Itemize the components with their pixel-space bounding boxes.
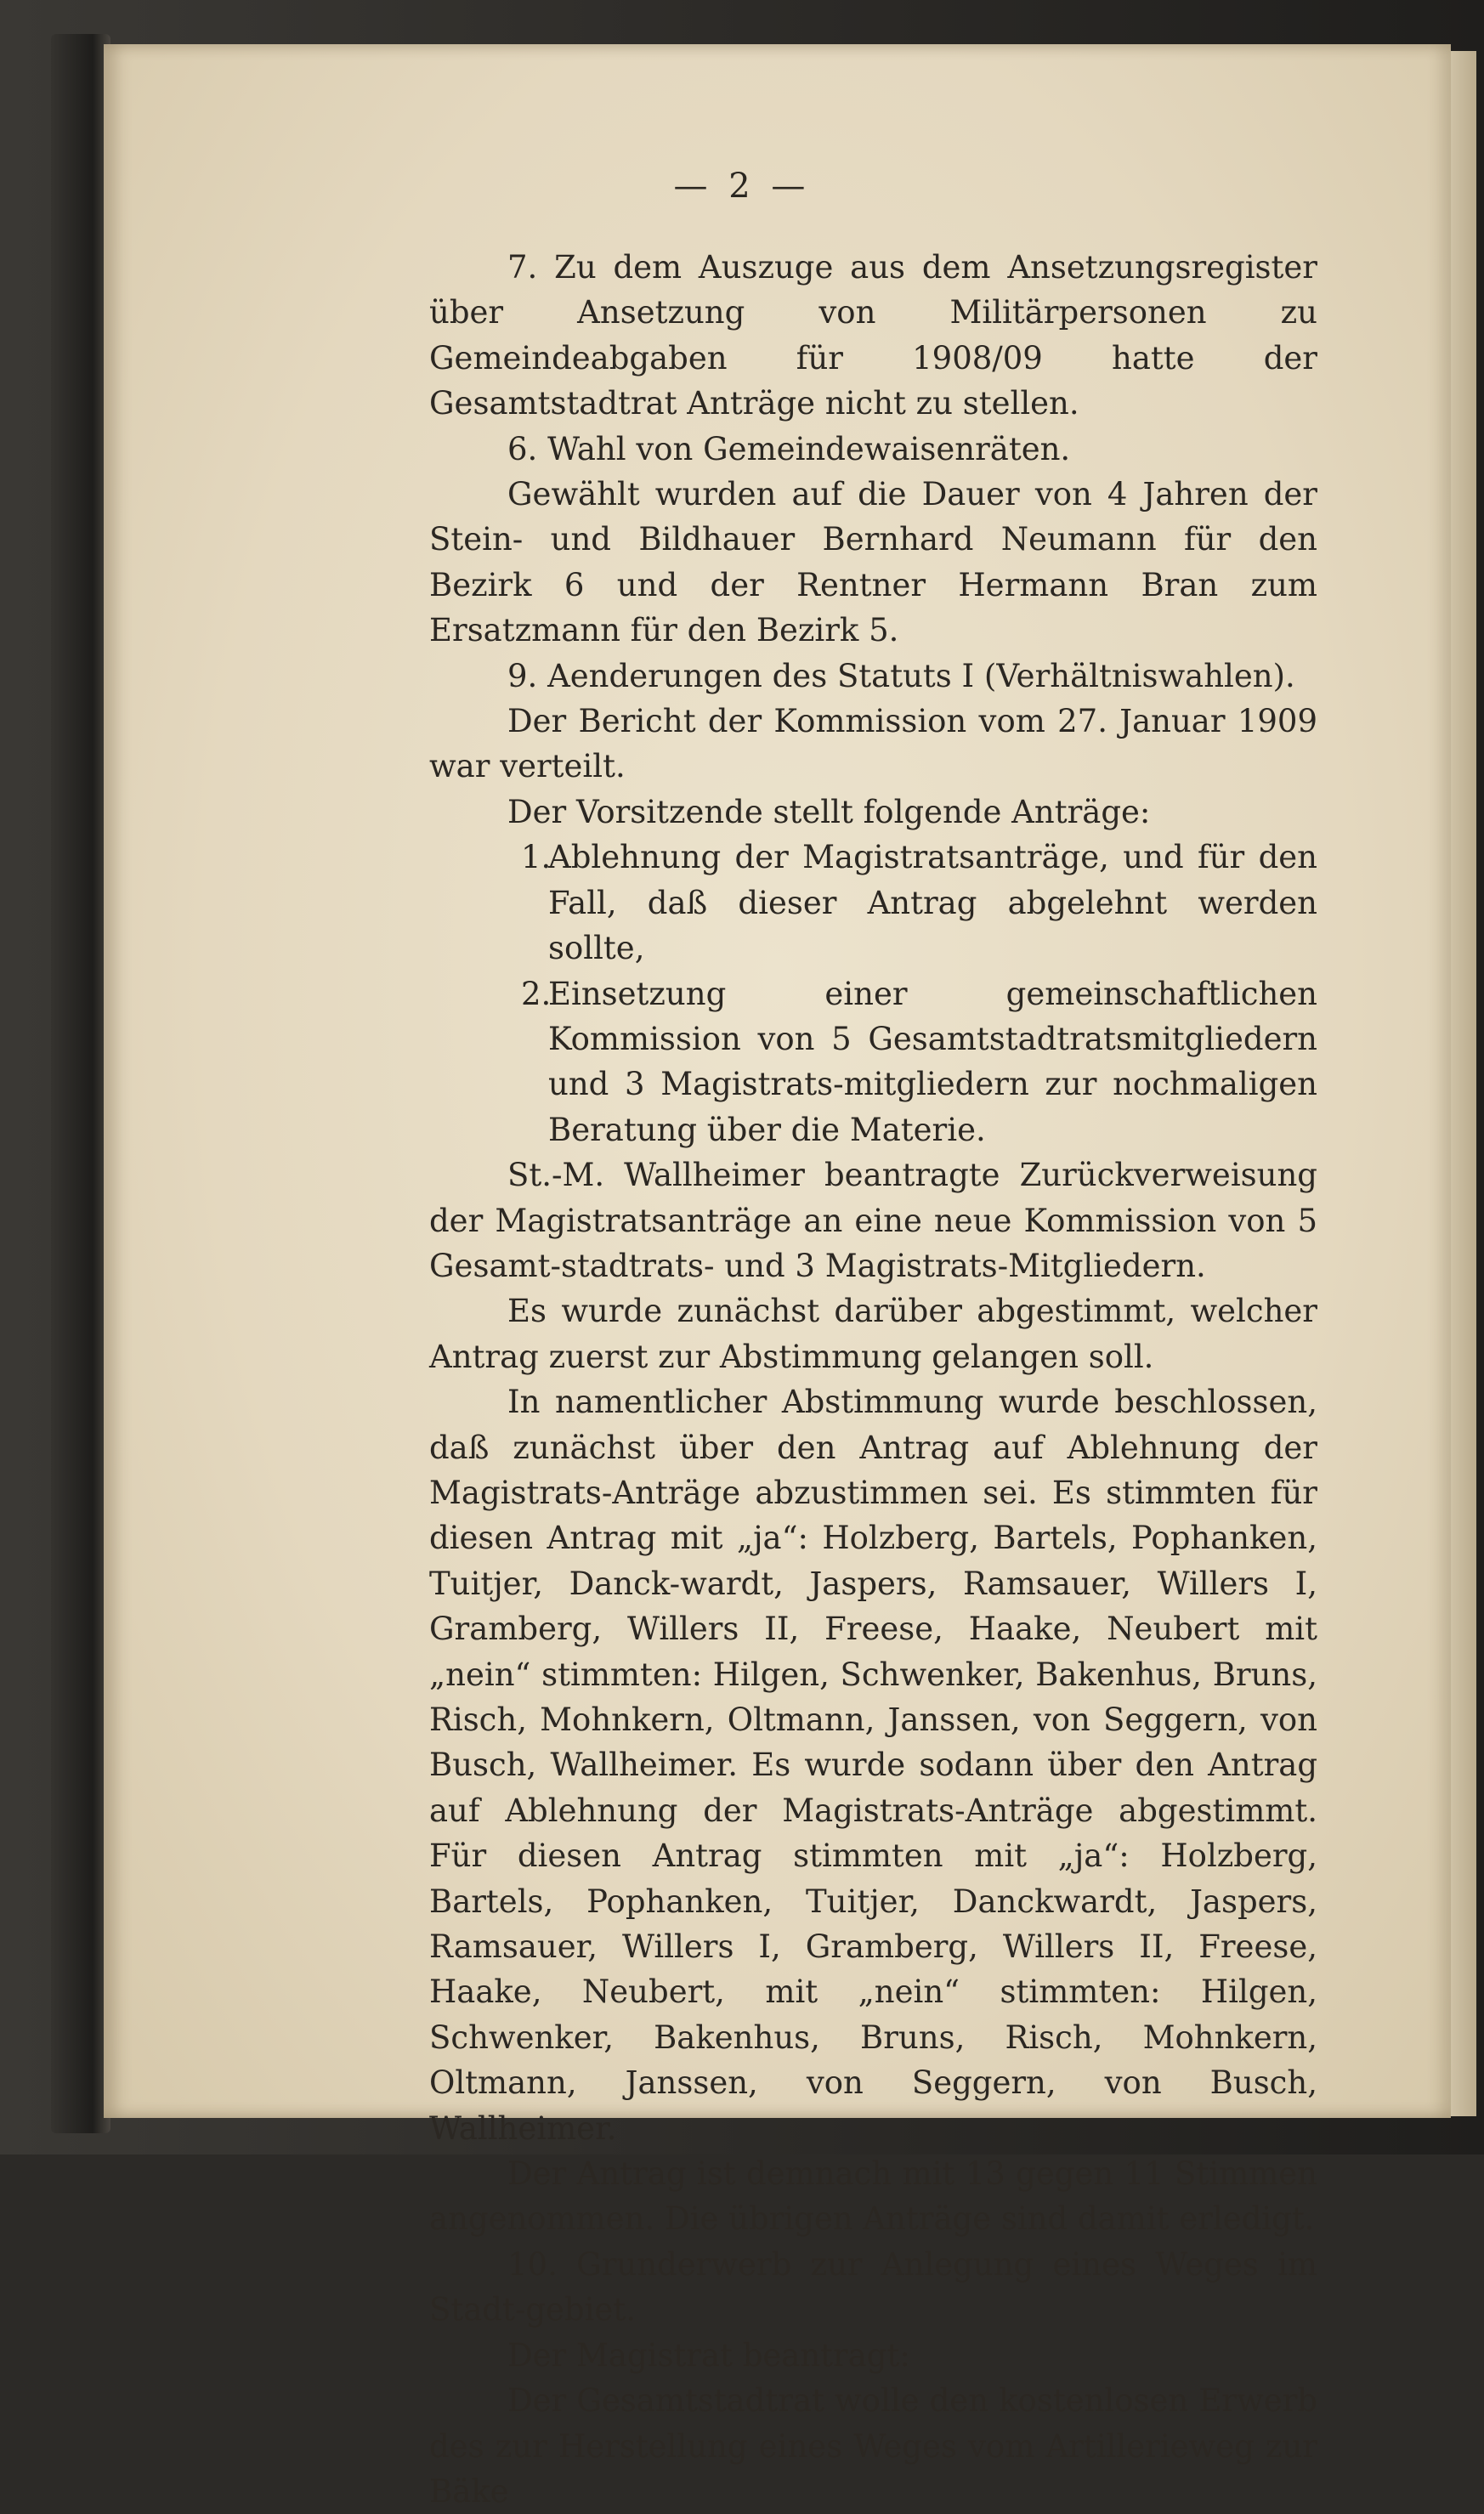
paragraph-report: Der Bericht der Kommission vom 27. Januar 1909 war verteilt. [429, 703, 1317, 785]
heading-item-9: 9. Aenderungen des Statuts I (Verhältniswahlen). [507, 657, 1295, 694]
list-item [429, 835, 1317, 971]
next-page-edge [1451, 51, 1476, 2116]
list-item-text: Einsetzung einer gemeinschaftlichen Kommission von 5 Gesamtstadtratsmitgliedern und 3 Magistrats-mitgliedern zur nochmaligen Beratung über die Materie. [548, 975, 1317, 1148]
paragraph-wallheimer: St.-M. Wallheimer beantragte Zurückverweisung der Magistratsanträge an eine neue Kommission von 5 Gesamt-stadtrats- und 3 Magistrats-Mitgliedern. [429, 1157, 1317, 1284]
paragraph-result: Der Antrag ist demnach mit 13 gegen 11 Stimmen angenommen. Die übrigen Anträge sind damit erledigt. [429, 2155, 1317, 2238]
paragraph-election: Gewählt wurden auf die Dauer von 4 Jahren der Stein- und Bildhauer Bernhard Neumann für den Bezirk 6 und der Rentner Hermann Bran zum Ersatzmann für den Bezirk 5. [429, 476, 1317, 649]
page-body [429, 245, 1317, 2514]
paragraph-motions-intro: Der Vorsitzende stellt folgende Anträge: [507, 793, 1151, 830]
paragraph-land-acquisition: Der Gesamtstadtrat wolle den kostenlosen Erwerb des zur Herstellung eines Weges vom Artillerieweg zur Bäke [429, 2382, 1317, 2510]
heading-item-6: 6. Wahl von Gemeindewaisenräten. [507, 430, 1071, 467]
paragraph-item-7: 7. Zu dem Auszuge aus dem Ansetzungsregister über Ansetzung von Militärpersonen zu Gemeindeabgaben für 1908/09 hatte der Gesamtstadtrat Anträge nicht zu stellen. [429, 249, 1317, 422]
paragraph-magistrat-motion: Der Magistrat beantragt: [507, 2336, 910, 2374]
list-item [429, 971, 1317, 1153]
list-item-number: 2. [521, 975, 552, 1012]
paragraph-roll-call: In namentlicher Abstimmung wurde beschlossen, daß zunächst über den Antrag auf Ablehnung der Magistrats-Anträge abzustimmen sei. Es stimmten für diesen Antrag mit „ja“: Holzberg, Bartels, Pophanken, Tuitjer, Danck-wardt, Jaspers, Ramsauer, Willers I, Gramberg, Willers II, Freese, Haake, Neubert mit „nein“ stimmten: Hilgen, Schwenker, Bakenhus, Bruns, Risch, Mohnkern, Oltmann, Janssen, von Seggern, von Busch, Wallheimer. Es wurde sodann über den Antrag auf Ablehnung der Magistrats-Anträge abgestimmt. Für diesen Antrag stimmten mit „ja“: Holzberg, Bartels, Pophanken, Tuitjer, Danckwardt, Jaspers, Ramsauer, Willers I, Gramberg, Willers II, Freese, Haake, Neubert, mit „nein“ stimmten: Hilgen, Schwenker, Bakenhus, Bruns, Risch, Mohnkern, Oltmann, Janssen, von Seggern, von Busch, Wallheimer. [429, 1384, 1317, 2147]
paragraph-vote-order: Es wurde zunächst darüber abgestimmt, welcher Antrag zuerst zur Abstimmung gelangen soll. [429, 1293, 1317, 1375]
book-spine-edge [51, 34, 110, 2133]
page-number: — 2 — [673, 167, 811, 206]
list-item-number: 1. [521, 839, 552, 876]
list-item-text: Ablehnung der Magistratsanträge, und für den Fall, daß dieser Antrag abgelehnt werden sollte, [548, 839, 1317, 967]
heading-item-10: 10. Grunderwerb zur Anlegung eines Weges im Stadt-gebiet. [429, 2245, 1317, 2329]
